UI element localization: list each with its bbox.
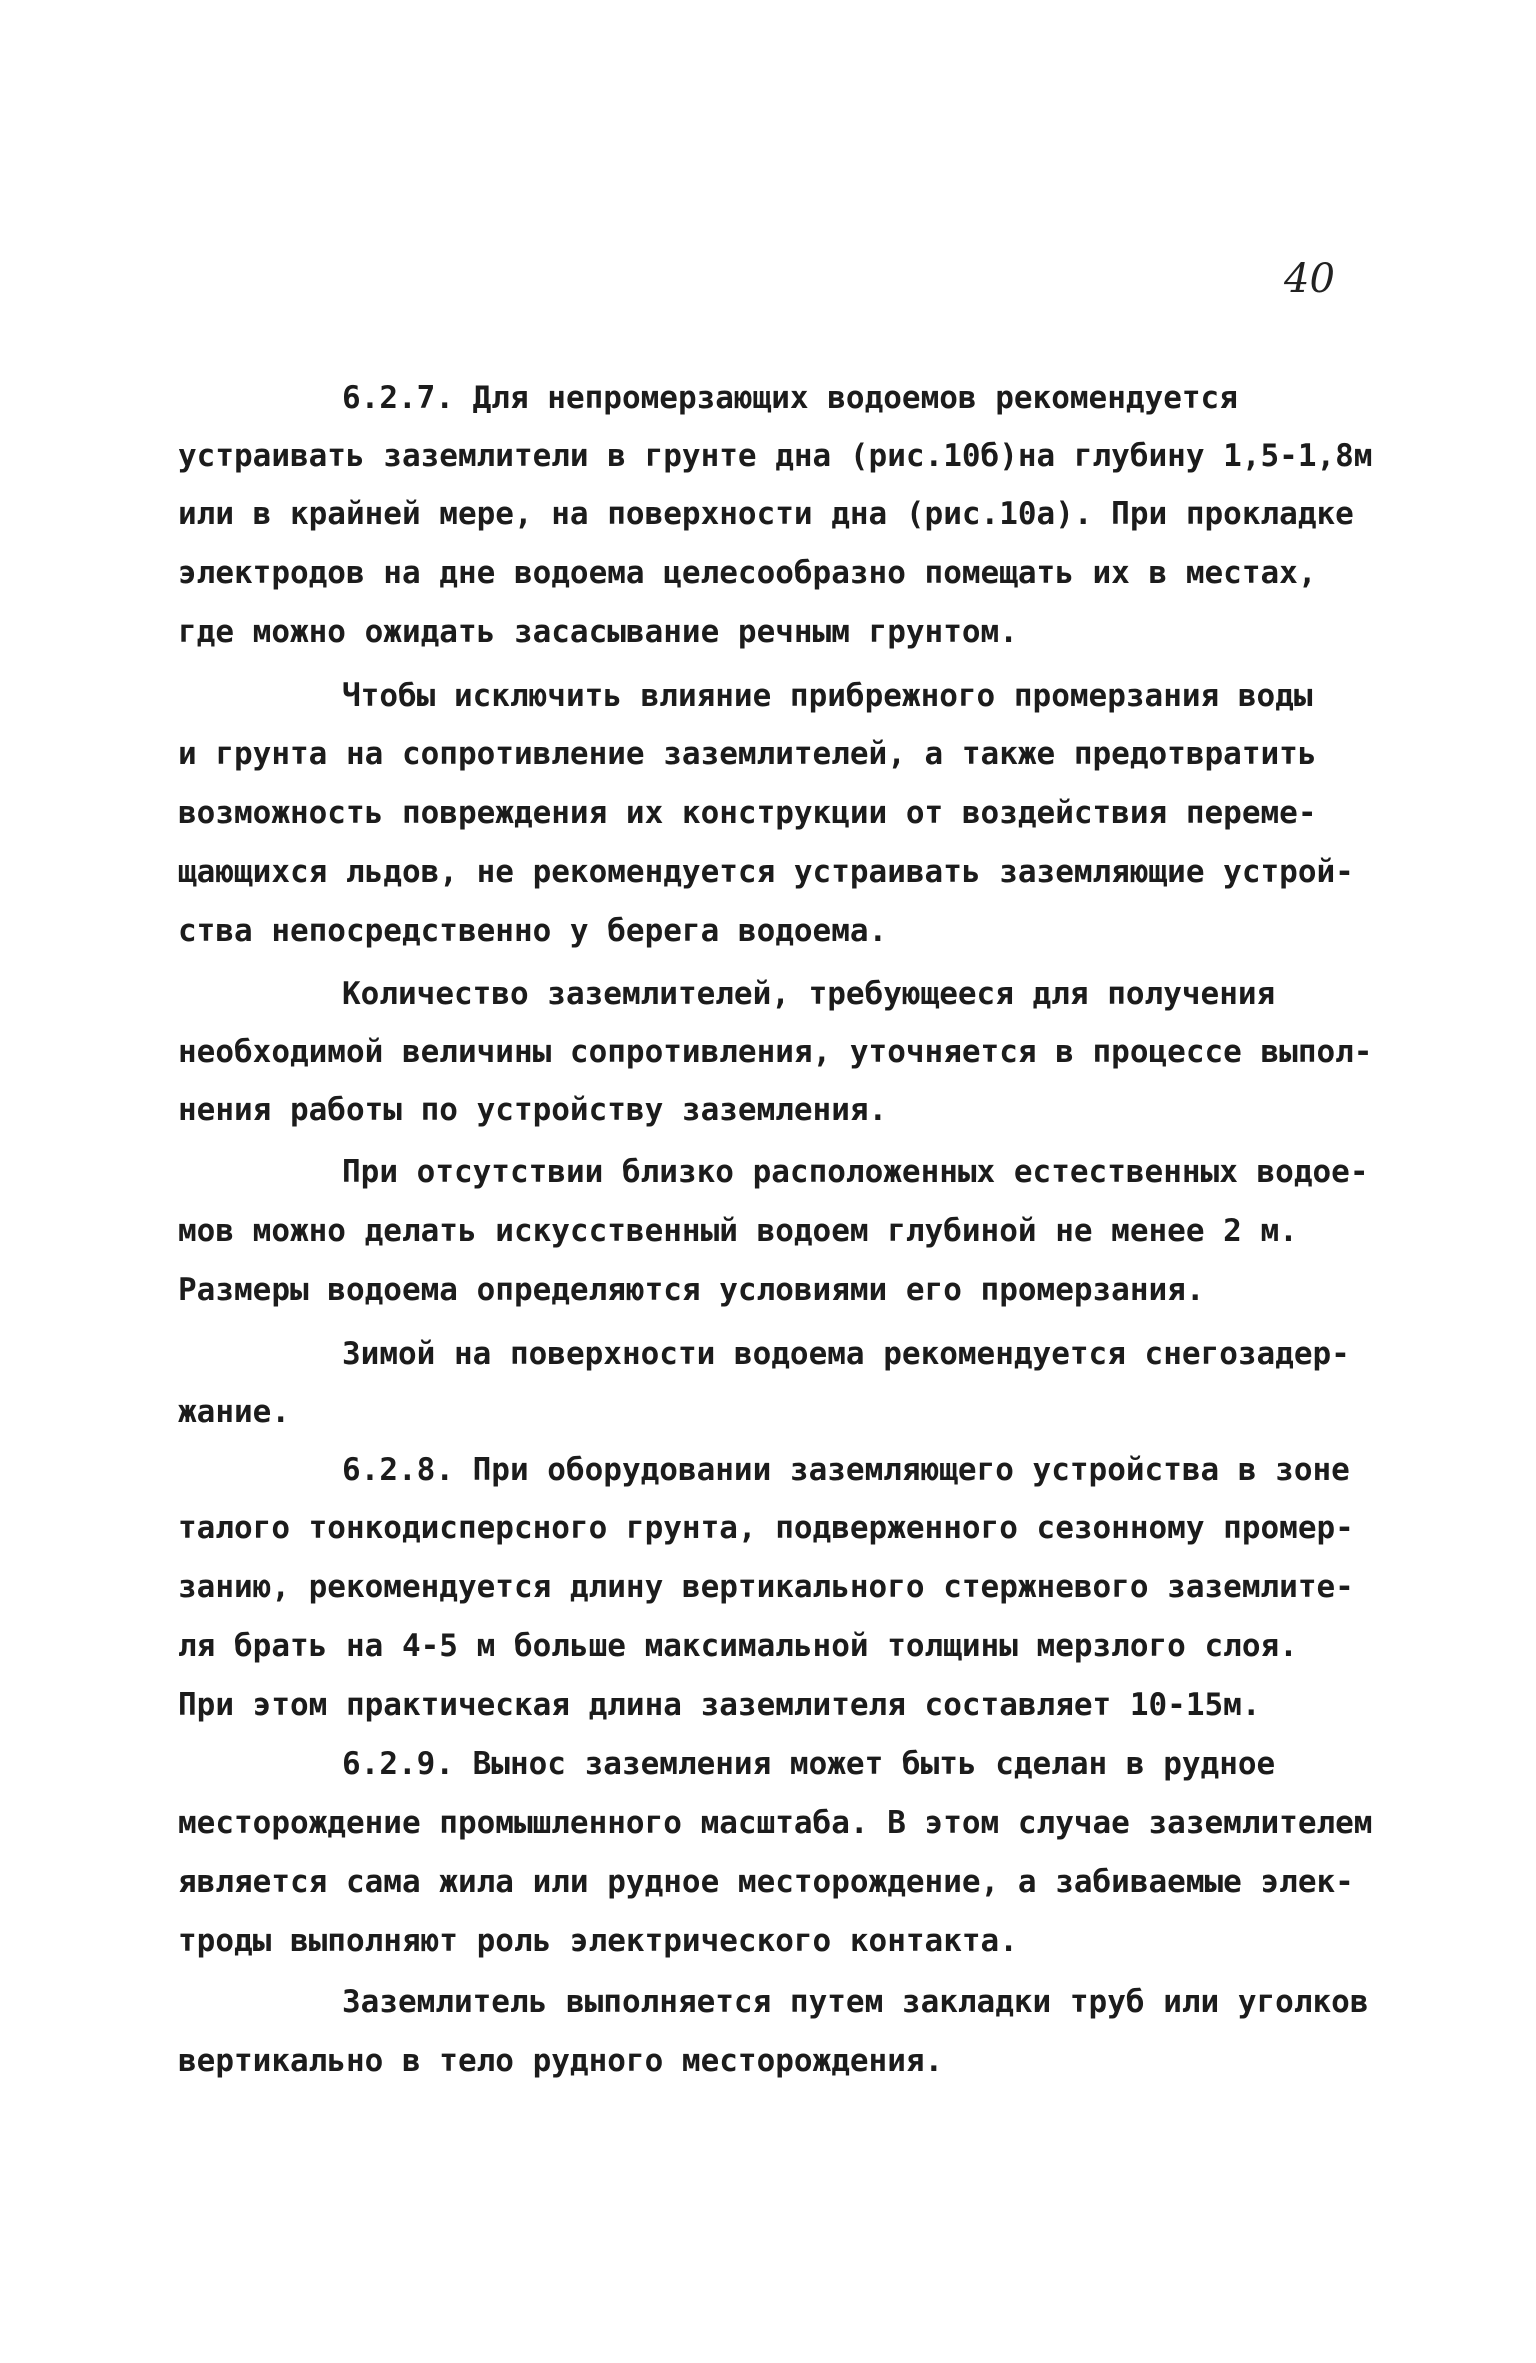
text-line: ля брать на 4-5 м больше максимальной толщины мерзлого слоя. [178,1628,1298,1664]
text-line: 6.2.9. Вынос заземления может быть сделан в рудное [342,1746,1276,1782]
text-line: возможность повреждения их конструкции от воздействия переме- [178,795,1317,831]
text-line: вертикально в тело рудного месторождения. [178,2043,944,2079]
text-line: устраивать заземлители в грунте дна (рис.10б)на глубину 1,5-1,8м [178,438,1373,474]
text-line: щающихся льдов, не рекомендуется устраивать заземляющие устрой- [178,854,1354,890]
text-line: электродов на дне водоема целесообразно помещать их в местах, [178,555,1317,591]
page-number: 40 [1284,256,1335,302]
text-line: 6.2.7. Для непромерзающих водоемов рекомендуется [342,380,1238,416]
text-line: жание. [178,1394,290,1430]
text-line: нения работы по устройству заземления. [178,1092,888,1128]
text-line: 6.2.8. При оборудовании заземляющего устройства в зоне [342,1452,1350,1488]
text-line: троды выполняют роль электрического контакта. [178,1923,1018,1959]
text-line: и грунта на сопротивление заземлителей, а также предотвратить [178,736,1317,772]
text-line: Заземлитель выполняется путем закладки труб или уголков [342,1984,1369,2020]
text-line: необходимой величины сопротивления, уточняется в процессе выпол- [178,1034,1373,1070]
text-line: является сама жила или рудное месторождение, а забиваемые элек- [178,1864,1354,1900]
text-line: занию, рекомендуется длину вертикального стержневого заземлите- [178,1569,1354,1605]
text-line: Размеры водоема определяются условиями его промерзания. [178,1272,1205,1308]
text-line: или в крайней мере, на поверхности дна (рис.10а). При прокладке [178,496,1354,532]
text-line: Зимой на поверхности водоема рекомендуется снегозадер- [342,1336,1350,1372]
text-line: где можно ожидать засасывание речным грунтом. [178,614,1018,650]
text-line: При отсутствии близко расположенных естественных водое- [342,1154,1369,1190]
text-line: талого тонкодисперсного грунта, подверженного сезонному промер- [178,1510,1354,1546]
text-line: Количество заземлителей, требующееся для получения [342,976,1276,1012]
text-line: При этом практическая длина заземлителя составляет 10-15м. [178,1687,1261,1723]
text-line: ства непосредственно у берега водоема. [178,913,888,949]
text-line: Чтобы исключить влияние прибрежного промерзания воды [342,678,1313,714]
text-line: мов можно делать искусственный водоем глубиной не менее 2 м. [178,1213,1298,1249]
text-line: месторождение промышленного масштаба. В этом случае заземлителем [178,1805,1373,1841]
